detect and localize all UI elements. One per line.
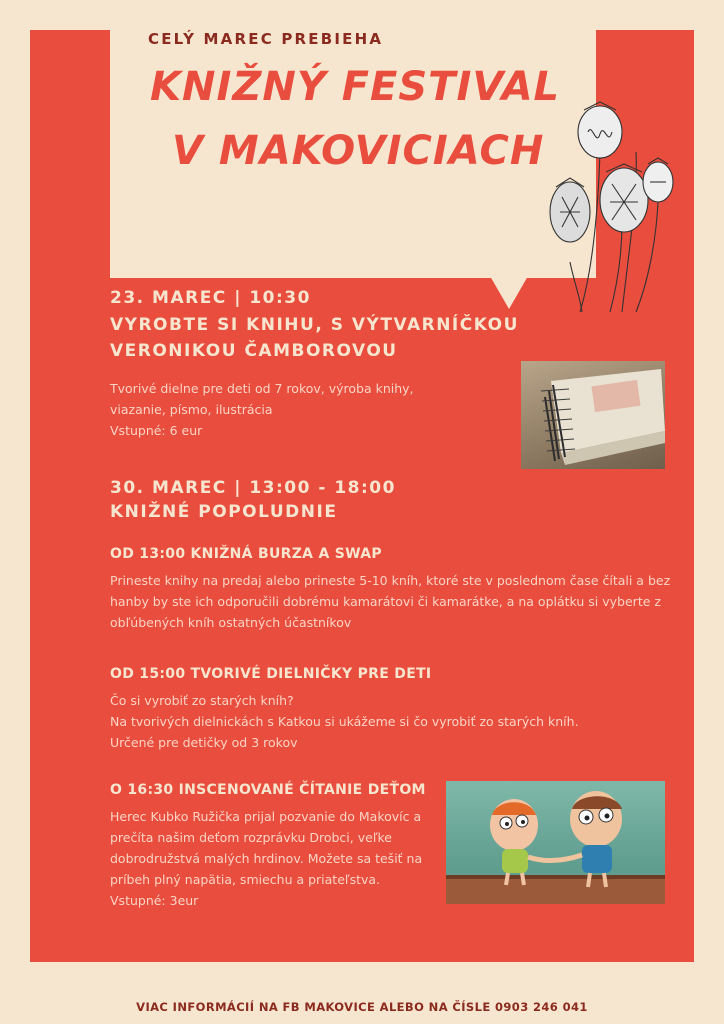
section-description [110,806,440,911]
footer-organization: MAKOVICE - CENTRUM VZDELÁVANIA A ENVIRONMENTÁLNYCH AKTIVÍT | PARK 1 | STUPAVA [54,964,670,978]
event2-datetime: 30. MAREC | 13:00 - 18:00 [110,478,396,498]
section-line: Čo si vyrobiť zo starých kníh? [110,693,294,708]
section-line: Prineste knihy na predaj alebo prineste 5-10 kníh, ktoré ste v poslednom čase čítali a bez [110,573,671,588]
section-line: hanby by ste ich odporučili dobrému kamarátovi či kamarátke, a na oplátku si vyberte z [110,594,661,609]
section-line: príbeh plný napätia, smiechu a priateľstva. [110,872,381,887]
section-line: Určené pre detičky od 3 rokov [110,735,298,750]
event1-line: Tvorivé dielne pre deti od 7 rokov, výroba knihy, [110,381,414,396]
event1-title: VYROBTE SI KNIHU, S VÝTVARNÍČKOU VERONIKOU ČAMBOROVOU [110,315,519,361]
section-description [110,690,690,753]
section-description [110,570,690,633]
event1-line: Vstupné: 6 eur [110,423,203,438]
section-heading: O 16:30 INSCENOVANÉ ČÍTANIE DEŤOM [110,782,426,798]
section-line: Na tvorivých dielnickách s Katkou si ukážeme si čo vyrobiť zo starých kníh. [110,714,579,729]
poppy-illustration-icon [540,92,690,314]
section-heading: OD 15:00 TVORIVÉ DIELNIČKY PRE DETI [110,666,432,682]
festival-title-line1: KNIŽNÝ FESTIVAL [150,64,561,110]
section-line: dobrodružstvá malých hrdinov. Možete sa tešiť na [110,851,423,866]
header-kicker: CELÝ MAREC PREBIEHA [148,30,384,48]
footer-contact-info: VIAC INFORMÁCIÍ NA FB MAKOVICE ALEBO NA ČÍSLE 0903 246 041 [136,1000,588,1014]
event2-title: KNIŽNÉ POPOLUDNIE [110,502,338,522]
section-line: obľúbených kníh ostatných účastníkov [110,615,352,630]
event1-line: viazanie, písmo, ilustrácia [110,402,273,417]
book-binding-photo [521,361,665,469]
section-line: Vstupné: 3eur [110,893,199,908]
event1-description [110,378,414,441]
cartoon-kids-image [446,781,665,904]
section-heading: OD 13:00 KNIŽNÁ BURZA A SWAP [110,546,382,562]
speech-tail-icon [490,276,530,310]
festival-title-line2: V MAKOVICIACH [172,128,545,174]
event1-datetime: 23. MAREC | 10:30 [110,288,311,308]
section-line: Herec Kubko Ružička prijal pozvanie do Makovíc a [110,809,422,824]
section-line: prečíta našim deťom rozprávku Drobci, veľke [110,830,392,845]
